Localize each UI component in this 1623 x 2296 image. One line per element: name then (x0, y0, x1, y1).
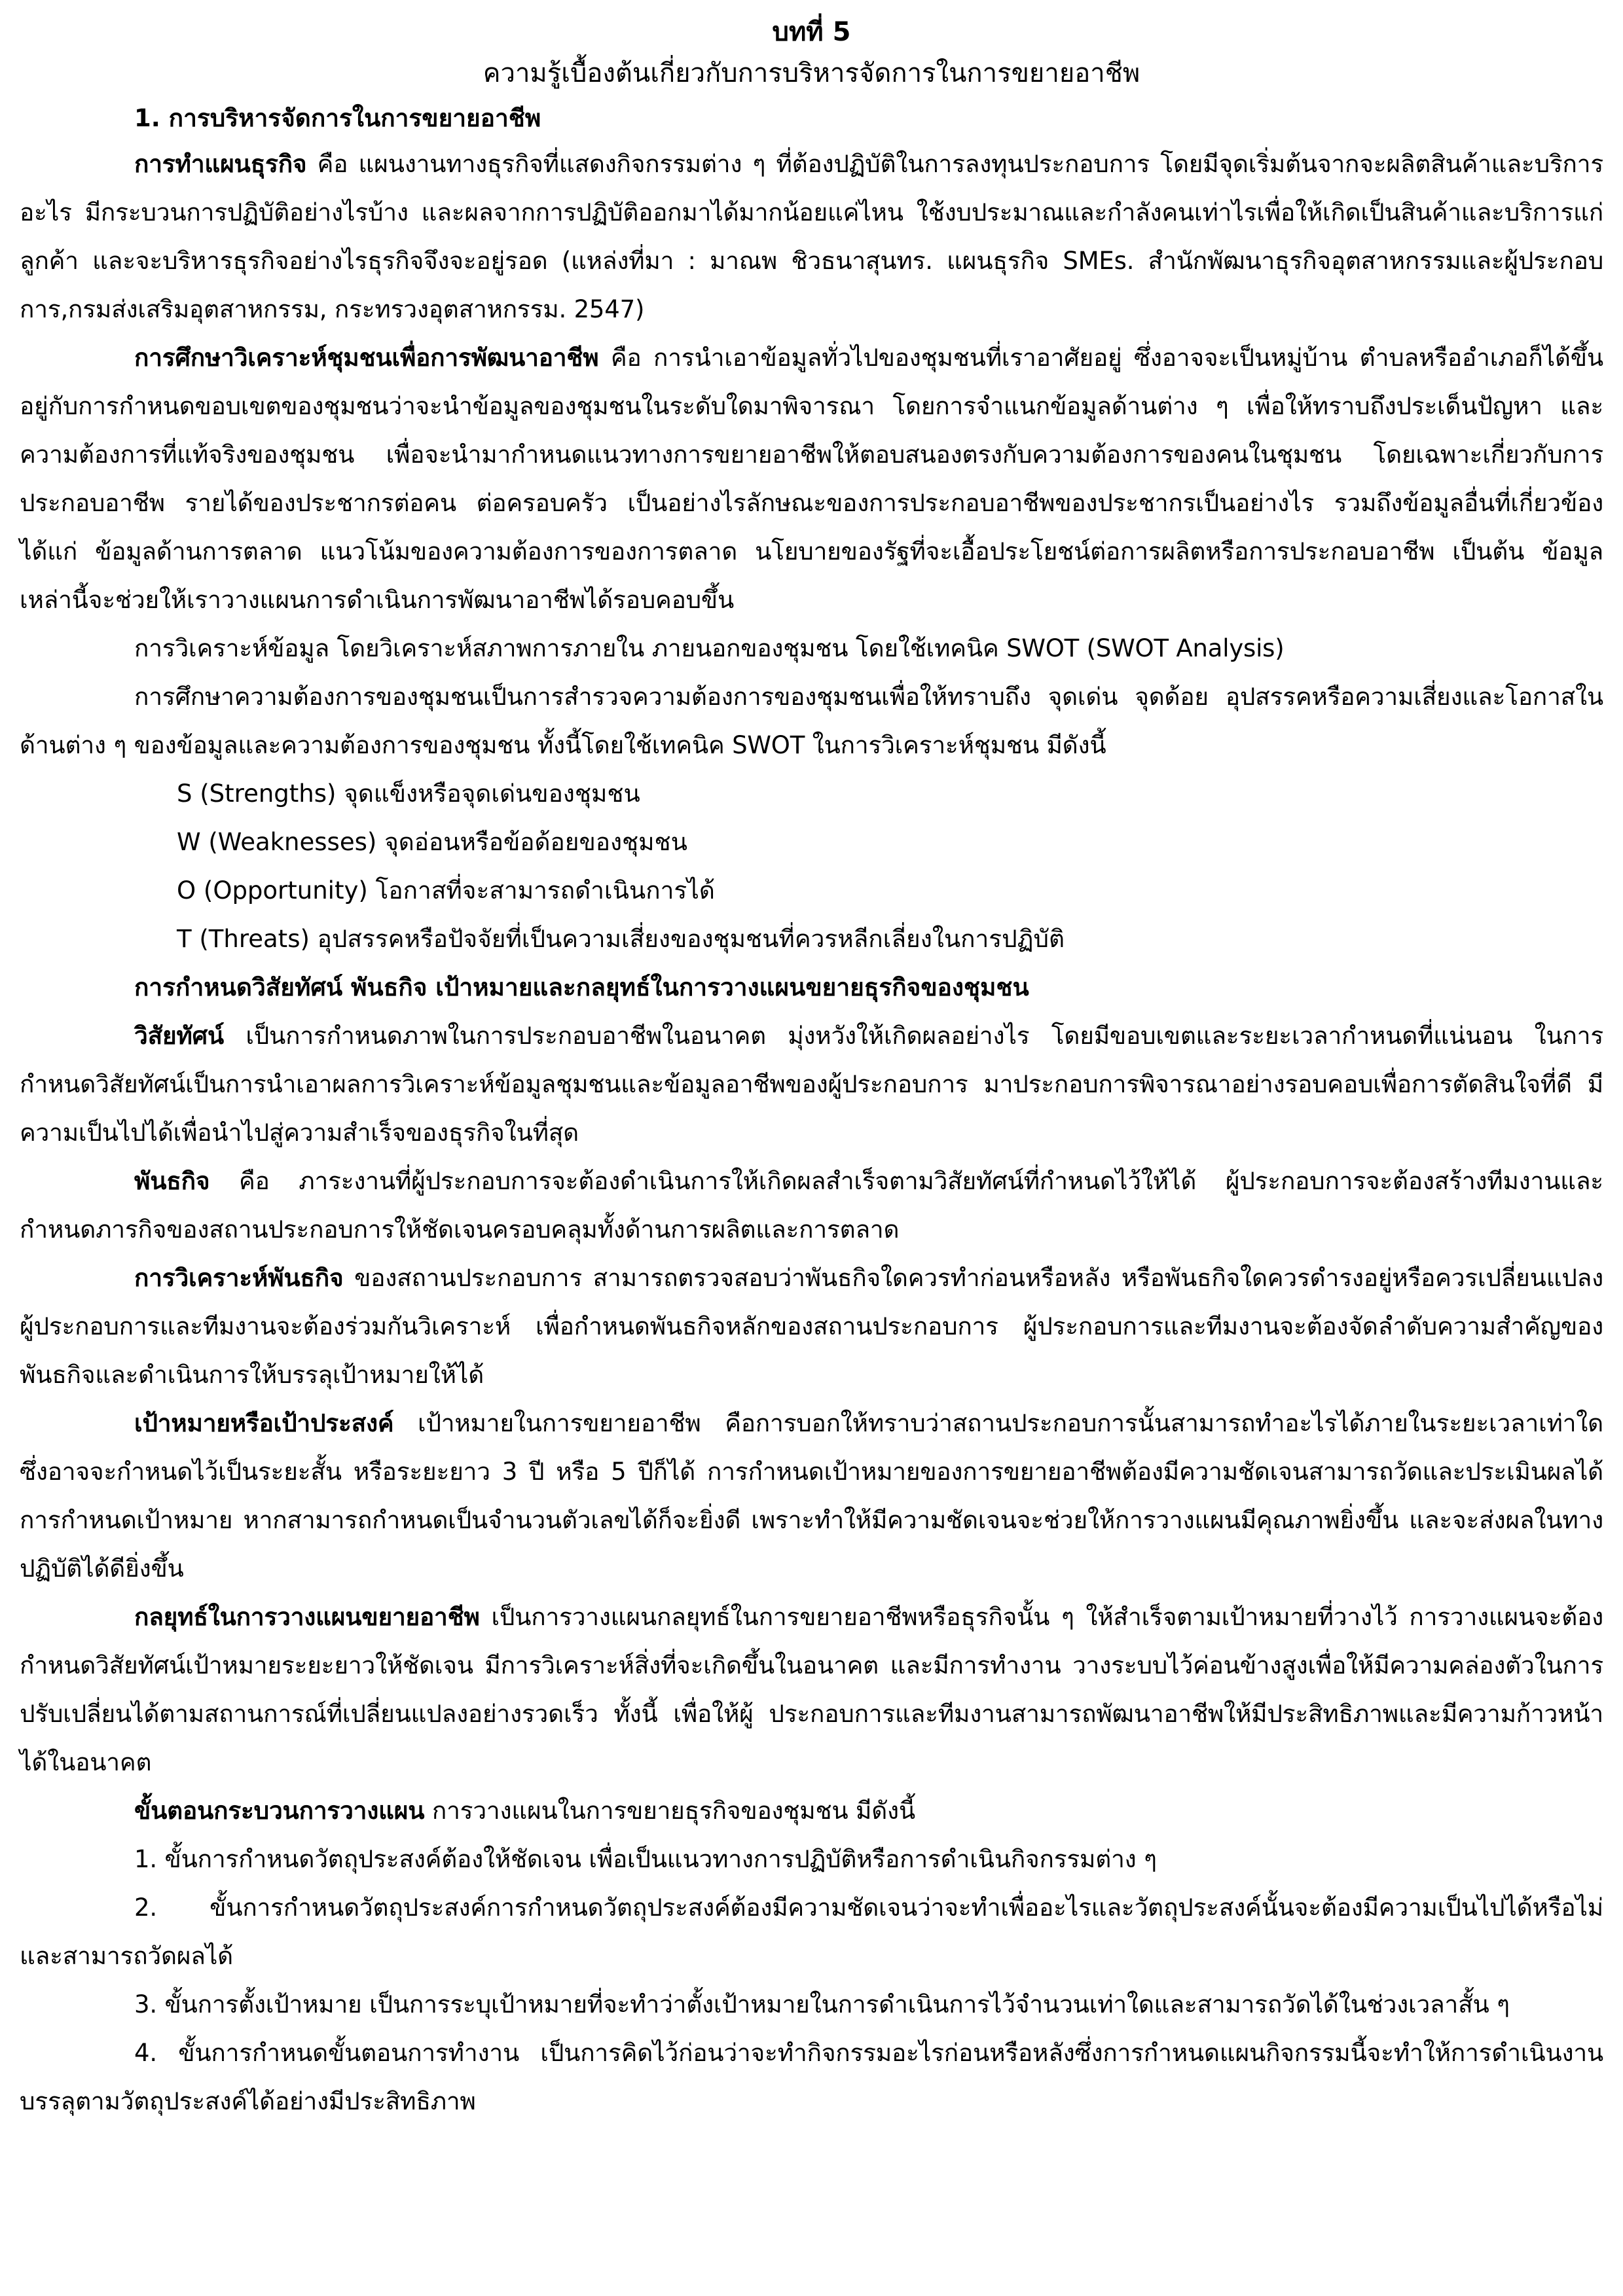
text-mission-analysis: ของสถานประกอบการ สามารถตรวจสอบว่าพันธกิจใดควรทำก่อนหรือหลัง หรือพันธกิจใดควรดำรงอยู่หรือควรเปลี่ยนแปลง ผู้ประกอบการและทีมงานจะต้องร่วมกันวิเคราะห์ เพื่อกำหนดพันธกิจหลักของสถานประกอบการ ผู้ประกอบการและทีมงานจะต้องจัดลำดับความสำคัญของพันธกิจและดำเนินการให้บรรลุเป้าหมายให้ได้ (20, 1264, 1603, 1389)
paragraph-vision (20, 1012, 1603, 1157)
text-business-plan: คือ แผนงานทางธุรกิจที่แสดงกิจกรรมต่าง ๆ ที่ต้องปฏิบัติในการลงทุนประกอบการ โดยมีจุดเริ่มต้นจากจะผลิตสินค้าและบริการอะไร มีกระบวนการปฏิบัติอย่างไรบ้าง และผลจากการปฏิบัติออกมาได้มากน้อยแค่ไหน ใช้งบประมาณและกำลังคนเท่าไรเพื่อให้เกิดเป็นสินค้าและบริการแก่ลูกค้า และจะบริหารธุรกิจอย่างไรธุรกิจจึงจะอยู่รอด (แหล่งที่มา : มาณพ ชิวธนาสุนทร. แผนธุรกิจ SMEs. สำนักพัฒนาธุรกิจอุตสาหกรรมและผู้ประกอบการ,กรมส่งเสริมอุตสาหกรรม, กระทรวงอุตสาหกรรม. 2547) (20, 150, 1603, 323)
paragraph-goals (20, 1399, 1603, 1593)
term-vision: วิสัยทัศน์ (134, 1022, 225, 1050)
text-community-study: คือ การนำเอาข้อมูลทั่วไปของชุมชนที่เราอาศัยอยู่ ซึ่งอาจจะเป็นหมู่บ้าน ตำบลหรืออำเภอก็ได้ขึ้นอยู่กับการกำหนดขอบเขตของชุมชนว่าจะนำข้อมูลของชุมชนในระดับใดมาพิจารณา โดยการจำแนกข้อมูลด้านต่าง ๆ เพื่อให้ทราบถึงประเด็นปัญหา และความต้องการที่แท้จริงของชุมชน เพื่อจะนำมากำหนดแนวทางการขยายอาชีพให้ตอบสนองตรงกับความต้องการของคนในชุมชน โดยเฉพาะเกี่ยวกับการประกอบอาชีพ รายได้ของประชากรต่อคน ต่อครอบครัว เป็นอย่างไรลักษณะของการประกอบอาชีพของประชากรเป็นอย่างไร รวมถึงข้อมูลอื่นที่เกี่ยวข้อง ได้แก่ ข้อมูลด้านการตลาด แนวโน้มของความต้องการของการตลาด นโยบายของรัฐที่จะเอื้อประโยชน์ต่อการผลิตหรือการประกอบอาชีพ เป็นต้น ข้อมูลเหล่านี้จะช่วยให้เราวางแผนการดำเนินการพัฒนาอาชีพได้รอบคอบขึ้น (20, 344, 1603, 614)
planning-step-3: 3. ขั้นการตั้งเป้าหมาย เป็นการระบุเป้าหมายที่จะทำว่าตั้งเป้าหมายในการดำเนินการไว้จำนวนเท่าใดและสามารถวัดได้ในช่วงเวลาสั้น ๆ (134, 1990, 1510, 2018)
planning-step-1: 1. ขั้นการกำหนดวัตถุประสงค์ต้องให้ชัดเจน เพื่อเป็นแนวทางการปฏิบัติหรือการดำเนินกิจกรรมต่าง ๆ (134, 1845, 1157, 1873)
paragraph-mission (20, 1157, 1603, 1254)
vision-mission-heading: การกำหนดวิสัยทัศน์ พันธกิจ เป้าหมายและกลยุทธ์ในการวางแผนขยายธุรกิจของชุมชน (134, 973, 1029, 1001)
paragraph-planning-steps (20, 1787, 1603, 1835)
planning-step-2: 2. ขั้นการกำหนดวัตถุประสงค์การกำหนดวัตถุประสงค์ต้องมีความชัดเจนว่าจะทำเพื่ออะไรและวัตถุประสงค์นั้นจะต้องมีความเป็นไปได้หรือไม่ และสามารถวัดผลได้ (20, 1893, 1603, 1970)
swot-item-strengths: S (Strengths) จุดแข็งหรือจุดเด่นของชุมชน (177, 780, 640, 808)
text-planning-steps: การวางแผนในการขยายธุรกิจของชุมชน มีดังนี้ (424, 1797, 915, 1825)
term-business-plan: การทำแผนธุรกิจ (134, 150, 307, 178)
swot-item-opportunity: O (Opportunity) โอกาสที่จะสามารถดำเนินการได้ (177, 876, 715, 905)
term-mission-analysis: การวิเคราะห์พันธกิจ (134, 1264, 344, 1292)
term-planning-steps: ขั้นตอนกระบวนการวางแผน (134, 1797, 425, 1825)
chapter-title: บทที่ 5 (772, 17, 851, 47)
planning-step-4: 4. ขั้นการกำหนดขั้นตอนการทำงาน เป็นการคิดไว้ก่อนว่าจะทำกิจกรรมอะไรก่อนหรือหลังซึ่งการกำหนดแผนกิจกรรมนี้จะทำให้การดำเนินงานบรรลุตามวัตถุประสงค์ได้อย่างมีประสิทธิภาพ (20, 2039, 1603, 2115)
swot-item-weaknesses: W (Weaknesses) จุดอ่อนหรือข้อด้อยของชุมชน (177, 828, 687, 856)
paragraph-swot-analysis: การวิเคราะห์ข้อมูล โดยวิเคราะห์สภาพการภายใน ภายนอกของชุมชน โดยใช้เทคนิค SWOT (SWOT Analysis) (134, 634, 1285, 662)
chapter-subtitle: ความรู้เบื้องต้นเกี่ยวกับการบริหารจัดการในการขยายอาชีพ (483, 58, 1140, 88)
paragraph-swot-study: การศึกษาความต้องการของชุมชนเป็นการสำรวจความต้องการของชุมชนเพื่อให้ทราบถึง จุดเด่น จุดด้อย อุปสรรคหรือความเสี่ยงและโอกาสในด้านต่าง ๆ ของข้อมูลและความต้องการของชุมชน ทั้งนี้โดยใช้เทคนิค SWOT ในการวิเคราะห์ชุมชน มีดังนี้ (20, 683, 1603, 759)
term-goals: เป้าหมายหรือเป้าประสงค์ (134, 1409, 394, 1437)
text-goals: เป้าหมายในการขยายอาชีพ คือการบอกให้ทราบว่าสถานประกอบการนั้นสามารถทำอะไรได้ภายในระยะเวลาเท่าใด ซึ่งอาจจะกำหนดไว้เป็นระยะสั้น หรือระยะยาว 3 ปี หรือ 5 ปีก็ได้ การกำหนดเป้าหมายของการขยายอาชีพต้องมีความชัดเจนสามารถวัดและประเมินผลได้ การกำหนดเป้าหมาย หากสามารถกำหนดเป็นจำนวนตัวเลขได้ก็จะยิ่งดี เพราะทำให้มีความชัดเจนจะช่วยให้การวางแผนมีคุณภาพยิ่งขึ้น และจะส่งผลในทางปฏิบัติได้ดียิ่งขึ้น (20, 1409, 1603, 1583)
section-heading: 1. การบริหารจัดการในการขยายอาชีพ (134, 104, 541, 132)
paragraph-community-study (20, 334, 1603, 624)
term-community-study: การศึกษาวิเคราะห์ชุมชนเพื่อการพัฒนาอาชีพ (134, 344, 599, 372)
term-mission: พันธกิจ (134, 1167, 210, 1195)
paragraph-mission-analysis (20, 1254, 1603, 1399)
paragraph-business-plan (20, 140, 1603, 334)
swot-item-threats: T (Threats) อุปสรรคหรือปัจจัยที่เป็นความเสี่ยงของชุมชนที่ควรหลีกเลี่ยงในการปฏิบัติ (177, 925, 1065, 953)
text-strategy: เป็นการวางแผนกลยุทธ์ในการขยายอาชีพหรือธุรกิจนั้น ๆ ให้สำเร็จตามเป้าหมายที่วางไว้ การวางแผนจะต้องกำหนดวิสัยทัศน์เป้าหมายระยะยาวให้ชัดเจน มีการวิเคราะห์สิ่งที่จะเกิดขึ้นในอนาคต และมีการทำงาน วางระบบไว้ค่อนข้างสูงเพื่อให้มีความคล่องตัวในการปรับเปลี่ยนได้ตามสถานการณ์ที่เปลี่ยนแปลงอย่างรวดเร็ว ทั้งนี้ เพื่อให้ผู้ ประกอบการและทีมงานสามารถพัฒนาอาชีพให้มีประสิทธิภาพและมีความก้าวหน้าได้ในอนาคต (20, 1603, 1603, 1776)
text-vision: เป็นการกำหนดภาพในการประกอบอาชีพในอนาคต มุ่งหวังให้เกิดผลอย่างไร โดยมีขอบเขตและระยะเวลากำหนดที่แน่นอน ในการกำหนดวิสัยทัศน์เป็นการนำเอาผลการวิเคราะห์ข้อมูลชุมชนและข้อมูลอาชีพของผู้ประกอบการ มาประกอบการพิจารณาอย่างรอบคอบเพื่อการตัดสินใจที่ดี มีความเป็นไปได้เพื่อนำไปสู่ความสำเร็จของธุรกิจในที่สุด (20, 1022, 1603, 1147)
term-strategy: กลยุทธ์ในการวางแผนขยายอาชีพ (134, 1603, 480, 1631)
text-mission: คือ ภาระงานที่ผู้ประกอบการจะต้องดำเนินการให้เกิดผลสำเร็จตามวิสัยทัศน์ที่กำหนดไว้ให้ได้ ผู้ประกอบการจะต้องสร้างทีมงานและกำหนดภารกิจของสถานประกอบการให้ชัดเจนครอบคลุมทั้งด้านการผลิตและการตลาด (20, 1167, 1603, 1244)
paragraph-strategy (20, 1593, 1603, 1787)
